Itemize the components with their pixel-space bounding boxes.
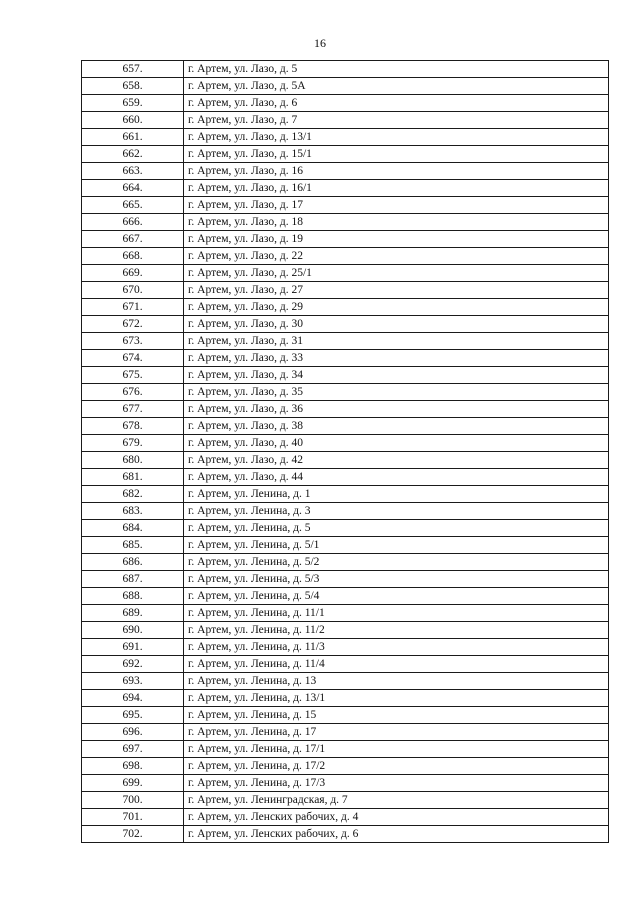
address-cell: г. Артем, ул. Лазо, д. 29	[184, 299, 609, 316]
table-row	[82, 299, 609, 316]
address-cell: г. Артем, ул. Ленина, д. 5	[184, 520, 609, 537]
row-number-cell: 666.	[82, 214, 184, 231]
table-row	[82, 588, 609, 605]
address-table	[81, 60, 609, 843]
address-cell: г. Артем, ул. Ленских рабочих, д. 4	[184, 809, 609, 826]
table-row	[82, 316, 609, 333]
table-row	[82, 180, 609, 197]
table-row	[82, 605, 609, 622]
table-row	[82, 639, 609, 656]
row-number-cell: 659.	[82, 95, 184, 112]
address-cell: г. Артем, ул. Лазо, д. 33	[184, 350, 609, 367]
row-number-cell: 661.	[82, 129, 184, 146]
row-number-cell: 673.	[82, 333, 184, 350]
table-row	[82, 503, 609, 520]
table-row	[82, 469, 609, 486]
row-number-cell: 658.	[82, 78, 184, 95]
row-number-cell: 701.	[82, 809, 184, 826]
row-number-cell: 674.	[82, 350, 184, 367]
address-cell: г. Артем, ул. Ленина, д. 11/1	[184, 605, 609, 622]
address-cell: г. Артем, ул. Лазо, д. 16	[184, 163, 609, 180]
table-row	[82, 690, 609, 707]
row-number-cell: 694.	[82, 690, 184, 707]
address-cell: г. Артем, ул. Ленина, д. 1	[184, 486, 609, 503]
table-row	[82, 384, 609, 401]
table-row	[82, 112, 609, 129]
address-cell: г. Артем, ул. Лазо, д. 30	[184, 316, 609, 333]
row-number-cell: 688.	[82, 588, 184, 605]
table-row	[82, 333, 609, 350]
row-number-cell: 671.	[82, 299, 184, 316]
address-cell: г. Артем, ул. Лазо, д. 36	[184, 401, 609, 418]
row-number-cell: 691.	[82, 639, 184, 656]
row-number-cell: 698.	[82, 758, 184, 775]
row-number-cell: 690.	[82, 622, 184, 639]
row-number-cell: 669.	[82, 265, 184, 282]
address-cell: г. Артем, ул. Лазо, д. 27	[184, 282, 609, 299]
table-body	[82, 61, 609, 843]
table-row	[82, 724, 609, 741]
address-cell: г. Артем, ул. Ленина, д. 15	[184, 707, 609, 724]
row-number-cell: 664.	[82, 180, 184, 197]
row-number-cell: 697.	[82, 741, 184, 758]
address-cell: г. Артем, ул. Ленинградская, д. 7	[184, 792, 609, 809]
address-cell: г. Артем, ул. Ленина, д. 13/1	[184, 690, 609, 707]
table-row	[82, 418, 609, 435]
table-row	[82, 231, 609, 248]
row-number-cell: 682.	[82, 486, 184, 503]
address-cell: г. Артем, ул. Ленина, д. 11/2	[184, 622, 609, 639]
row-number-cell: 657.	[82, 61, 184, 78]
row-number-cell: 684.	[82, 520, 184, 537]
row-number-cell: 696.	[82, 724, 184, 741]
address-cell: г. Артем, ул. Ленина, д. 5/2	[184, 554, 609, 571]
row-number-cell: 693.	[82, 673, 184, 690]
table-row	[82, 707, 609, 724]
row-number-cell: 677.	[82, 401, 184, 418]
table-row	[82, 775, 609, 792]
address-cell: г. Артем, ул. Ленина, д. 13	[184, 673, 609, 690]
address-cell: г. Артем, ул. Ленина, д. 11/4	[184, 656, 609, 673]
address-cell: г. Артем, ул. Лазо, д. 5	[184, 61, 609, 78]
table-row	[82, 214, 609, 231]
table-row	[82, 809, 609, 826]
table-row	[82, 656, 609, 673]
row-number-cell: 672.	[82, 316, 184, 333]
table-row	[82, 622, 609, 639]
row-number-cell: 665.	[82, 197, 184, 214]
row-number-cell: 668.	[82, 248, 184, 265]
row-number-cell: 686.	[82, 554, 184, 571]
table-row	[82, 61, 609, 78]
row-number-cell: 670.	[82, 282, 184, 299]
address-cell: г. Артем, ул. Лазо, д. 35	[184, 384, 609, 401]
address-cell: г. Артем, ул. Лазо, д. 42	[184, 452, 609, 469]
address-cell: г. Артем, ул. Ленских рабочих, д. 6	[184, 826, 609, 843]
address-cell: г. Артем, ул. Ленина, д. 17	[184, 724, 609, 741]
table-row	[82, 265, 609, 282]
table-row	[82, 435, 609, 452]
table-row	[82, 741, 609, 758]
row-number-cell: 692.	[82, 656, 184, 673]
table-row	[82, 758, 609, 775]
table-row	[82, 452, 609, 469]
row-number-cell: 695.	[82, 707, 184, 724]
address-cell: г. Артем, ул. Лазо, д. 34	[184, 367, 609, 384]
row-number-cell: 700.	[82, 792, 184, 809]
row-number-cell: 676.	[82, 384, 184, 401]
table-row	[82, 95, 609, 112]
table-row	[82, 197, 609, 214]
table-row	[82, 537, 609, 554]
address-cell: г. Артем, ул. Ленина, д. 17/3	[184, 775, 609, 792]
row-number-cell: 675.	[82, 367, 184, 384]
address-cell: г. Артем, ул. Лазо, д. 15/1	[184, 146, 609, 163]
row-number-cell: 702.	[82, 826, 184, 843]
table-row	[82, 571, 609, 588]
address-cell: г. Артем, ул. Лазо, д. 40	[184, 435, 609, 452]
table-row	[82, 486, 609, 503]
row-number-cell: 662.	[82, 146, 184, 163]
address-cell: г. Артем, ул. Ленина, д. 17/1	[184, 741, 609, 758]
table-row	[82, 826, 609, 843]
address-cell: г. Артем, ул. Лазо, д. 38	[184, 418, 609, 435]
address-cell: г. Артем, ул. Ленина, д. 5/1	[184, 537, 609, 554]
row-number-cell: 667.	[82, 231, 184, 248]
table-row	[82, 554, 609, 571]
page-number: 16	[314, 36, 326, 50]
row-number-cell: 685.	[82, 537, 184, 554]
address-cell: г. Артем, ул. Ленина, д. 11/3	[184, 639, 609, 656]
address-cell: г. Артем, ул. Лазо, д. 6	[184, 95, 609, 112]
address-cell: г. Артем, ул. Лазо, д. 18	[184, 214, 609, 231]
address-cell: г. Артем, ул. Лазо, д. 5А	[184, 78, 609, 95]
address-cell: г. Артем, ул. Лазо, д. 19	[184, 231, 609, 248]
table-row	[82, 78, 609, 95]
row-number-cell: 680.	[82, 452, 184, 469]
table-row	[82, 401, 609, 418]
row-number-cell: 687.	[82, 571, 184, 588]
address-cell: г. Артем, ул. Ленина, д. 5/4	[184, 588, 609, 605]
address-cell: г. Артем, ул. Лазо, д. 7	[184, 112, 609, 129]
table-row	[82, 146, 609, 163]
address-cell: г. Артем, ул. Ленина, д. 17/2	[184, 758, 609, 775]
address-cell: г. Артем, ул. Лазо, д. 44	[184, 469, 609, 486]
row-number-cell: 681.	[82, 469, 184, 486]
address-cell: г. Артем, ул. Лазо, д. 13/1	[184, 129, 609, 146]
row-number-cell: 663.	[82, 163, 184, 180]
row-number-cell: 689.	[82, 605, 184, 622]
table-row	[82, 367, 609, 384]
row-number-cell: 699.	[82, 775, 184, 792]
address-cell: г. Артем, ул. Ленина, д. 3	[184, 503, 609, 520]
address-cell: г. Артем, ул. Лазо, д. 17	[184, 197, 609, 214]
address-cell: г. Артем, ул. Ленина, д. 5/3	[184, 571, 609, 588]
table-row	[82, 350, 609, 367]
table-row	[82, 282, 609, 299]
table-row	[82, 520, 609, 537]
address-cell: г. Артем, ул. Лазо, д. 31	[184, 333, 609, 350]
row-number-cell: 679.	[82, 435, 184, 452]
table-row	[82, 673, 609, 690]
address-cell: г. Артем, ул. Лазо, д. 16/1	[184, 180, 609, 197]
table-row	[82, 129, 609, 146]
address-cell: г. Артем, ул. Лазо, д. 22	[184, 248, 609, 265]
row-number-cell: 660.	[82, 112, 184, 129]
table-row	[82, 163, 609, 180]
address-cell: г. Артем, ул. Лазо, д. 25/1	[184, 265, 609, 282]
table-row	[82, 248, 609, 265]
row-number-cell: 678.	[82, 418, 184, 435]
row-number-cell: 683.	[82, 503, 184, 520]
table-row	[82, 792, 609, 809]
